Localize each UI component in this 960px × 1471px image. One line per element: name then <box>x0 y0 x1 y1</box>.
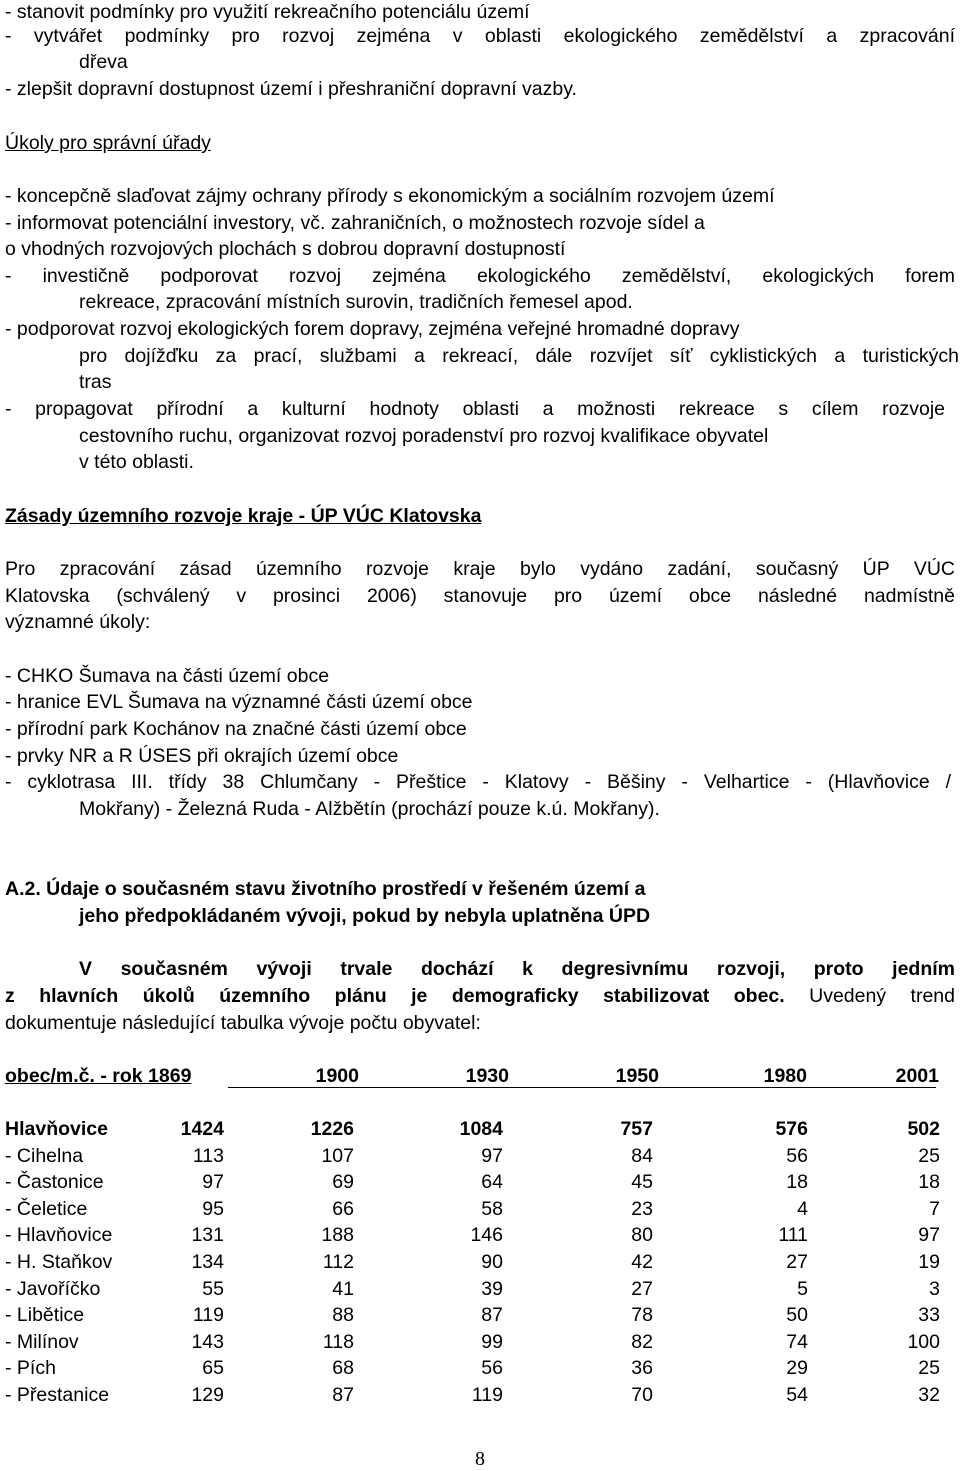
table-header-label: obec/m.č. - rok 1869 <box>5 1065 192 1087</box>
table-cell-value: 58 <box>481 1197 503 1220</box>
ukoly-heading: Úkoly pro správní úřady <box>5 132 211 154</box>
table-cell-value: 23 <box>631 1197 653 1220</box>
table-cell-value: 74 <box>786 1330 808 1353</box>
table-cell-value: 69 <box>332 1171 354 1194</box>
table-cell-value: 27 <box>631 1277 653 1300</box>
table-cell-name: - Častonice <box>5 1171 104 1194</box>
table-cell-value: 27 <box>786 1251 808 1273</box>
ukoly-item: - koncepčně slaďovat zájmy ochrany přírody s ekonomickým a sociálním rozvojem území <box>5 185 775 207</box>
table-cell-value: 4 <box>797 1197 808 1220</box>
table-cell-value: 42 <box>631 1251 653 1273</box>
zasady-item: - prvky NR a R ÚSES při okrajích území obce <box>5 745 399 767</box>
a2-paragraph-line: V současném vývoji trvale dochází k degresivnímu rozvoji, proto jedním <box>79 958 955 980</box>
ukoly-item-cont: cestovního ruchu, organizovat rozvoj poradenství pro rozvoj kvalifikace obyvatel <box>79 425 769 447</box>
table-cell-value: 87 <box>481 1304 503 1327</box>
table-cell-value: 56 <box>786 1144 808 1167</box>
table-cell-value: 143 <box>191 1330 224 1353</box>
table-cell-value: 70 <box>631 1384 653 1406</box>
table-cell-value: 757 <box>620 1118 653 1140</box>
bullet-line: - stanovit podmínky pro využití rekreačního potenciálu území <box>5 1 530 23</box>
table-cell-value: 107 <box>321 1144 354 1167</box>
table-cell-name: - Přestanice <box>5 1384 110 1406</box>
table-cell-value: 1084 <box>459 1118 503 1140</box>
table-row <box>5 1356 940 1380</box>
table-row <box>5 1303 940 1327</box>
table-cell-value: 502 <box>907 1118 940 1140</box>
table-header <box>5 1064 940 1088</box>
table-row <box>5 1277 940 1301</box>
table-cell-name: - Milínov <box>5 1330 79 1353</box>
bullet-line: - vytvářet podmínky pro rozvoj zejména v oblasti ekologického zemědělství a zpracování <box>5 25 955 47</box>
ukoly-item-cont: tras <box>79 371 112 393</box>
table-cell-value: 68 <box>332 1357 354 1380</box>
table-cell-value: 41 <box>332 1277 354 1300</box>
table-header-year: 2001 <box>895 1065 939 1087</box>
table-header-year: 1980 <box>763 1065 807 1087</box>
table-row <box>5 1330 940 1354</box>
table-cell-value: 18 <box>786 1171 808 1194</box>
table-header-year: 1900 <box>315 1065 359 1087</box>
zasady-item: - cyklotrasa III. třídy 38 Chlumčany - Přeštice - Klatovy - Běšiny - Velhartice - (Hlavňovice / <box>5 771 951 793</box>
zasady-item: - hranice EVL Šumava na významné části území obce <box>5 691 473 713</box>
table-cell-value: 80 <box>631 1224 653 1247</box>
a2-paragraph-normal: Uvedený trend <box>784 985 955 1007</box>
table-row <box>5 1170 940 1194</box>
zasady-paragraph-line: Pro zpracování zásad územního rozvoje kraje bylo vydáno zadání, současný ÚP VÚC <box>5 558 955 580</box>
ukoly-item-cont: o vhodných rozvojových plochách s dobrou dopravní dostupností <box>5 238 566 260</box>
table-header-year: 1950 <box>615 1065 659 1087</box>
table-cell-name: - Cihelna <box>5 1144 84 1167</box>
table-row <box>5 1250 940 1274</box>
table-cell-value: 82 <box>631 1330 653 1353</box>
ukoly-item: - propagovat přírodní a kulturní hodnoty oblasti a možnosti rekreace s cílem rozvoje <box>5 398 945 420</box>
table-header-rule <box>228 1087 936 1088</box>
table-row <box>5 1383 940 1407</box>
table-cell-value: 18 <box>918 1171 940 1194</box>
table-cell-value: 95 <box>202 1197 224 1220</box>
table-cell-value: 29 <box>786 1357 808 1380</box>
a2-heading: A.2. Údaje o současném stavu životního prostředí v řešeném území a <box>5 878 646 900</box>
ukoly-item: - podporovat rozvoj ekologických forem dopravy, zejména veřejné hromadné dopravy <box>5 318 740 340</box>
table-cell-value: 97 <box>481 1144 503 1167</box>
table-cell-name: - Pích <box>5 1357 56 1380</box>
table-cell-value: 19 <box>918 1251 940 1273</box>
zasady-paragraph-line: významné úkoly: <box>5 611 151 633</box>
table-cell-value: 134 <box>191 1251 224 1273</box>
table-cell-value: 5 <box>797 1277 808 1300</box>
table-cell-name: - Javoříčko <box>5 1277 101 1300</box>
table-cell-value: 146 <box>470 1224 503 1247</box>
a2-heading-cont: jeho předpokládaném vývoji, pokud by nebyla uplatněna ÚPD <box>79 905 651 927</box>
table-cell-value: 25 <box>918 1357 940 1380</box>
zasady-heading: Zásady územního rozvoje kraje - ÚP VÚC Klatovska <box>5 505 482 527</box>
table-cell-value: 111 <box>778 1224 808 1247</box>
table-row <box>5 1223 940 1247</box>
table-cell-value: 119 <box>471 1384 503 1406</box>
table-cell-value: 118 <box>322 1330 354 1353</box>
table-cell-value: 576 <box>775 1118 808 1140</box>
ukoly-item-cont: pro dojížďku za prací, službami a rekreací, dále rozvíjet síť cyklistických a turistických <box>79 345 959 367</box>
table-cell-value: 1226 <box>310 1118 354 1140</box>
table-header-year: 1930 <box>465 1065 509 1087</box>
table-cell-value: 7 <box>929 1197 940 1220</box>
table-row <box>5 1117 940 1141</box>
a2-paragraph-bold: z hlavních úkolů územního plánu je demograficky stabilizovat obec. <box>5 985 785 1007</box>
table-cell-value: 129 <box>191 1384 224 1406</box>
a2-paragraph-line: dokumentuje následující tabulka vývoje počtu obyvatel: <box>5 1012 481 1034</box>
table-cell-value: 112 <box>322 1251 354 1273</box>
table-cell-value: 97 <box>202 1171 224 1194</box>
table-cell-value: 87 <box>332 1384 354 1406</box>
table-cell-name: Hlavňovice <box>5 1118 108 1140</box>
table-cell-value: 84 <box>631 1144 653 1167</box>
table-cell-value: 3 <box>929 1277 940 1300</box>
ukoly-item: - investičně podporovat rozvoj zejména ekologického zemědělství, ekologických forem <box>5 265 955 287</box>
table-row <box>5 1197 940 1221</box>
table-cell-value: 56 <box>481 1357 503 1380</box>
bullet-line: - zlepšit dopravní dostupnost území i přeshraniční dopravní vazby. <box>5 78 577 100</box>
table-cell-value: 45 <box>631 1171 653 1194</box>
ukoly-item-cont: v této oblasti. <box>79 451 194 473</box>
table-cell-value: 1424 <box>180 1118 224 1140</box>
table-cell-value: 50 <box>786 1304 808 1327</box>
table-cell-name: - H. Staňkov <box>5 1251 113 1273</box>
ukoly-item-cont: rekreace, zpracování místních surovin, tradičních řemesel apod. <box>79 291 633 313</box>
table-cell-value: 66 <box>332 1197 354 1220</box>
table-cell-value: 188 <box>321 1224 354 1247</box>
table-cell-name: - Čeletice <box>5 1197 88 1220</box>
table-cell-value: 36 <box>631 1357 653 1380</box>
table-cell-value: 55 <box>202 1277 224 1300</box>
zasady-item: - CHKO Šumava na části území obce <box>5 665 330 687</box>
table-cell-value: 97 <box>918 1224 940 1247</box>
table-cell-value: 100 <box>907 1330 940 1353</box>
table-cell-value: 131 <box>191 1224 224 1247</box>
a2-paragraph-line <box>5 984 955 1008</box>
table-row <box>5 1144 940 1168</box>
table-cell-value: 39 <box>481 1277 503 1300</box>
table-cell-value: 32 <box>918 1384 940 1406</box>
page-number: 8 <box>475 1448 485 1470</box>
bullet-line-continued: dřeva <box>79 51 128 73</box>
ukoly-item: - informovat potenciální investory, vč. zahraničních, o možnostech rozvoje sídel a <box>5 212 705 234</box>
zasady-paragraph-line: Klatovska (schválený v prosinci 2006) stanovuje pro území obce následné nadmístně <box>5 585 955 607</box>
table-cell-value: 25 <box>918 1144 940 1167</box>
table-cell-value: 33 <box>918 1304 940 1327</box>
table-cell-value: 90 <box>481 1251 503 1273</box>
table-cell-value: 88 <box>332 1304 354 1327</box>
table-cell-name: - Libětice <box>5 1304 85 1327</box>
table-cell-name: - Hlavňovice <box>5 1224 113 1247</box>
table-cell-value: 113 <box>192 1144 224 1167</box>
table-cell-value: 54 <box>786 1384 808 1406</box>
zasady-item: - přírodní park Kochánov na značné části území obce <box>5 718 467 740</box>
table-cell-value: 65 <box>202 1357 224 1380</box>
table-cell-value: 119 <box>192 1304 224 1327</box>
table-cell-value: 99 <box>481 1330 503 1353</box>
table-cell-value: 64 <box>481 1171 503 1194</box>
table-cell-value: 78 <box>631 1304 653 1327</box>
zasady-item-cont: Mokřany) - Železná Ruda - Alžbětín (prochází pouze k.ú. Mokřany). <box>79 798 660 820</box>
